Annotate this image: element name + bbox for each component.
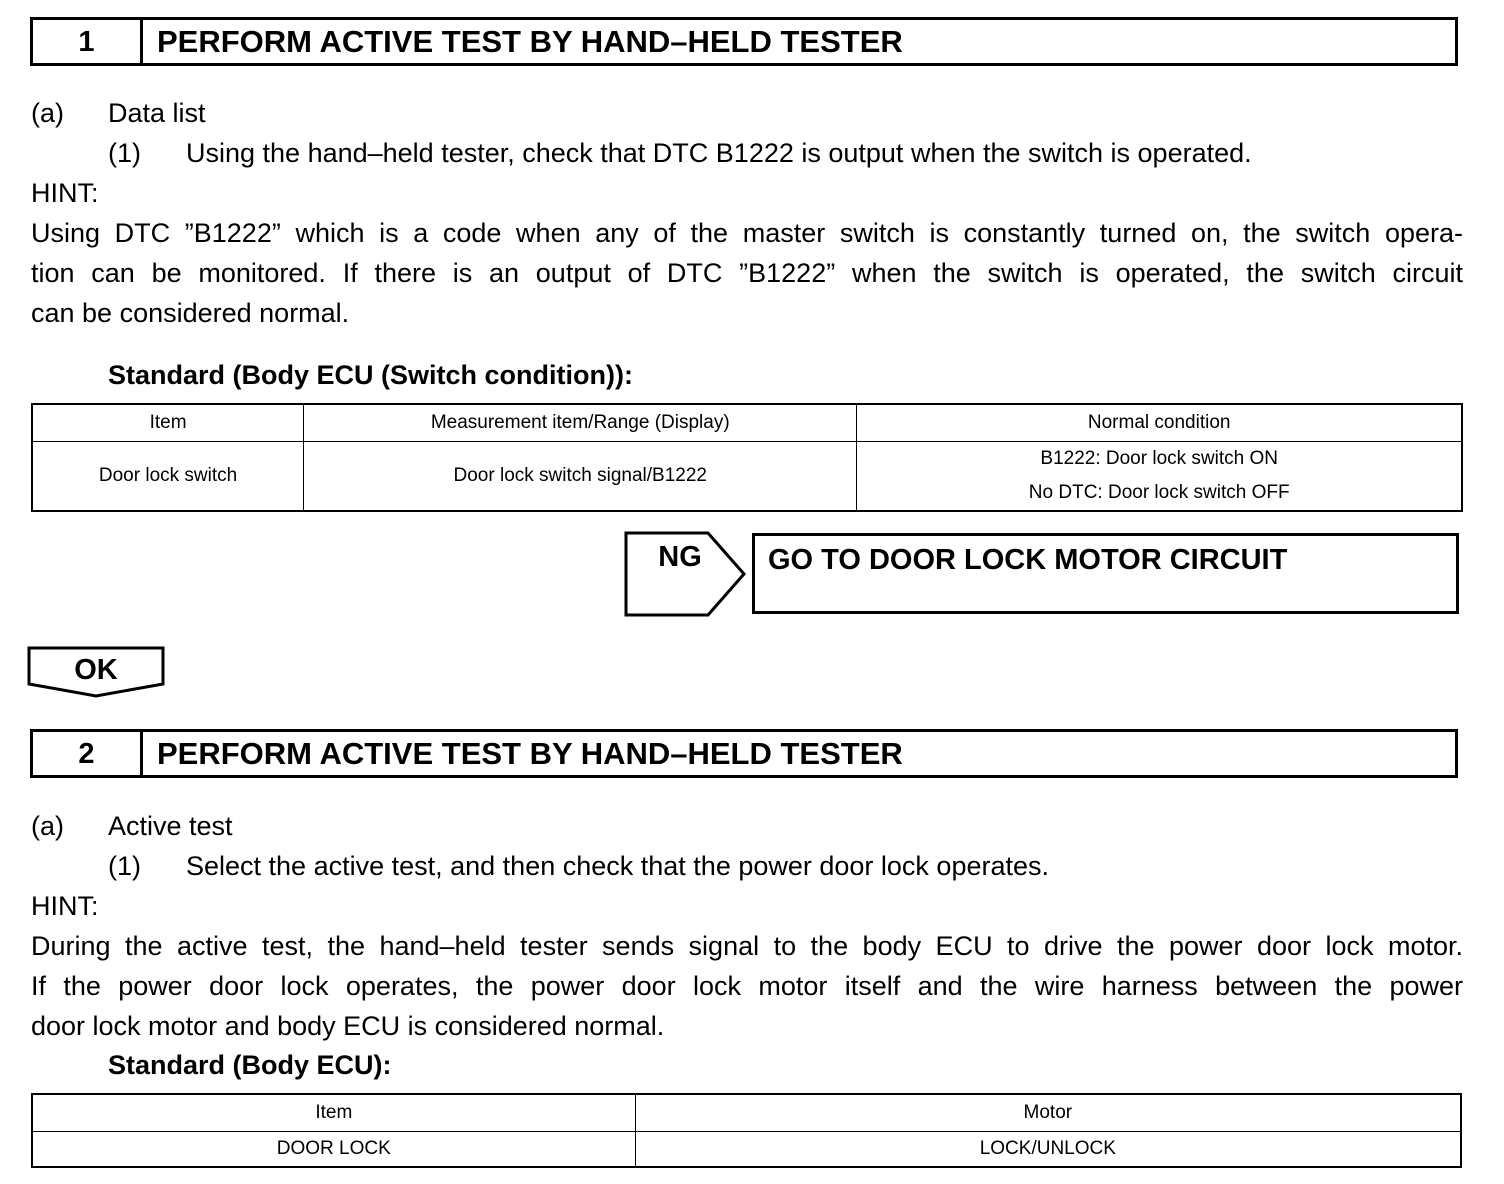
sub-label: (a) xyxy=(31,811,64,841)
step-title: PERFORM ACTIVE TEST BY HAND–HELD TESTER xyxy=(157,24,903,59)
table-header-row xyxy=(32,404,1462,441)
standard-title: Standard (Body ECU): xyxy=(108,1050,392,1080)
hint-line: If the power door lock operates, the power door lock motor itself and the wire harness between the power xyxy=(31,971,1463,1001)
ng-label: NG xyxy=(658,541,702,573)
table-cell: LOCK/UNLOCK xyxy=(635,1131,1461,1167)
table-cell: Door lock switch signal/B1222 xyxy=(304,441,857,511)
step-number: 1 xyxy=(33,20,143,63)
hint-label: HINT: xyxy=(31,178,99,208)
condition-line: No DTC: Door lock switch OFF xyxy=(1028,481,1290,503)
table-header-cell: Measurement item/Range (Display) xyxy=(304,404,857,441)
table-cell: Door lock switch xyxy=(32,441,304,511)
table-header-cell: Normal condition xyxy=(857,404,1462,441)
hint-line: During the active test, the hand–held tester sends signal to the body ECU to drive the power door lock motor. xyxy=(31,931,1463,961)
sub-label: (a) xyxy=(31,98,64,128)
step-1-header xyxy=(30,17,1458,66)
step-title: PERFORM ACTIVE TEST BY HAND–HELD TESTER xyxy=(157,736,903,771)
step-2-header xyxy=(30,729,1458,778)
table-cell: DOOR LOCK xyxy=(32,1131,635,1167)
table-header-cell: Motor xyxy=(635,1094,1461,1131)
table-header-row xyxy=(32,1094,1461,1131)
ok-label: OK xyxy=(74,654,118,686)
item-text: Select the active test, and then check that the power door lock operates. xyxy=(186,851,1050,881)
condition-line: B1222: Door lock switch ON xyxy=(1040,447,1278,469)
step-number: 2 xyxy=(33,732,143,775)
standard-table xyxy=(31,403,1463,512)
standard-table xyxy=(31,1093,1462,1168)
hint-line: door lock motor and body ECU is considered normal. xyxy=(31,1011,665,1041)
table-row xyxy=(32,441,1462,511)
table-header-cell: Item xyxy=(32,1094,635,1131)
item-label: (1) xyxy=(108,851,141,881)
ng-action-box xyxy=(752,533,1459,614)
item-text: Using the hand–held tester, check that DTC B1222 is output when the switch is operated. xyxy=(186,138,1252,168)
hint-label: HINT: xyxy=(31,891,99,921)
item-label: (1) xyxy=(108,138,141,168)
ng-action-text: GO TO DOOR LOCK MOTOR CIRCUIT xyxy=(768,544,1288,576)
hint-line: Using DTC ”B1222” which is a code when any of the master switch is constantly turned on, the switch opera- xyxy=(31,218,1463,248)
table-cell xyxy=(857,441,1462,511)
sub-title: Data list xyxy=(108,98,206,128)
hint-line: can be considered normal. xyxy=(31,298,350,328)
sub-title: Active test xyxy=(108,811,233,841)
table-row xyxy=(32,1131,1461,1167)
hint-line: tion can be monitored. If there is an output of DTC ”B1222” when the switch is operated, the switch circuit xyxy=(31,258,1463,288)
standard-title: Standard (Body ECU (Switch condition)): xyxy=(108,360,633,390)
table-header-cell: Item xyxy=(32,404,304,441)
